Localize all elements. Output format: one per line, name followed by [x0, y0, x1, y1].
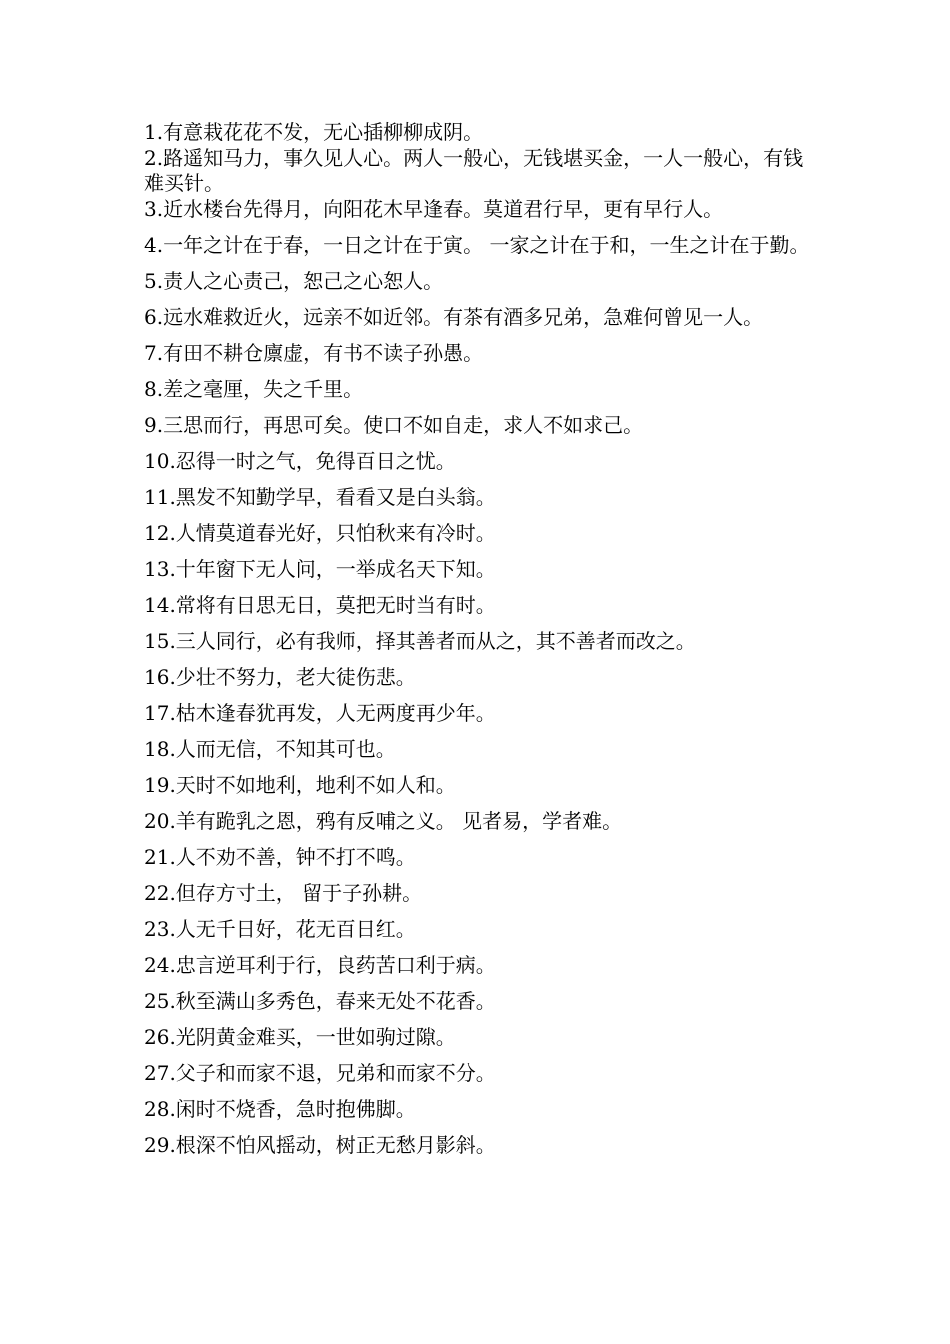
proverb-line-29: 29.根深不怕风摇动，树正无愁月影斜。 [144, 1133, 496, 1157]
proverb-line-2: 2.路遥知马力，事久见人心。两人一般心，无钱堪买金，一人一般心，有钱难买针。 [144, 146, 804, 195]
proverb-line-12: 12.人情莫道春光好，只怕秋来有冷时。 [144, 521, 496, 545]
proverb-line-18: 18.人而无信，不知其可也。 [144, 737, 396, 761]
proverb-line-28: 28.闲时不烧香，急时抱佛脚。 [144, 1097, 416, 1121]
proverb-line-23: 23.人无千日好，花无百日红。 [144, 917, 416, 941]
proverb-line-14: 14.常将有日思无日，莫把无时当有时。 [144, 593, 496, 617]
document-body [144, 120, 819, 1158]
proverb-line-1: 1.有意栽花花不发，无心插柳柳成阴。 [144, 120, 484, 144]
proverb-line-8: 8.差之毫厘，失之千里。 [144, 377, 364, 401]
proverb-line-19: 19.天时不如地利，地利不如人和。 [144, 773, 456, 797]
proverb-line-21: 21.人不劝不善，钟不打不鸣。 [144, 845, 416, 869]
proverb-line-7: 7.有田不耕仓廪虚，有书不读子孙愚。 [144, 341, 484, 365]
proverb-line-17: 17.枯木逢春犹再发，人无两度再少年。 [144, 701, 496, 725]
proverb-line-22: 22.但存方寸土， 留于子孙耕。 [144, 881, 423, 905]
proverb-line-3: 3.近水楼台先得月，向阳花木早逢春。莫道君行早，更有早行人。 [144, 197, 724, 221]
proverb-line-13: 13.十年窗下无人问，一举成名天下知。 [144, 557, 496, 581]
proverb-line-16: 16.少壮不努力，老大徒伤悲。 [144, 665, 416, 689]
proverb-line-25: 25.秋至满山多秀色，春来无处不花香。 [144, 989, 496, 1013]
proverb-line-24: 24.忠言逆耳利于行，良药苦口利于病。 [144, 953, 496, 977]
proverb-line-4: 4.一年之计在于春，一日之计在于寅。 一家之计在于和，一生之计在于勤。 [144, 233, 810, 257]
proverb-line-6: 6.远水难救近火，远亲不如近邻。有茶有酒多兄弟，急难何曾见一人。 [144, 305, 764, 329]
proverb-line-11: 11.黑发不知勤学早，看看又是白头翁。 [144, 485, 496, 509]
proverb-line-9: 9.三思而行，再思可矣。使口不如自走，求人不如求己。 [144, 413, 644, 437]
proverb-line-20: 20.羊有跪乳之恩，鸦有反哺之义。 见者易，学者难。 [144, 809, 623, 833]
proverb-line-5: 5.责人之心责己，恕己之心恕人。 [144, 269, 444, 293]
proverb-line-10: 10.忍得一时之气，免得百日之忧。 [144, 449, 456, 473]
proverb-line-26: 26.光阴黄金难买，一世如驹过隙。 [144, 1025, 456, 1049]
proverb-line-27: 27.父子和而家不退，兄弟和而家不分。 [144, 1061, 496, 1085]
proverb-line-15: 15.三人同行，必有我师，择其善者而从之，其不善者而改之。 [144, 629, 696, 653]
